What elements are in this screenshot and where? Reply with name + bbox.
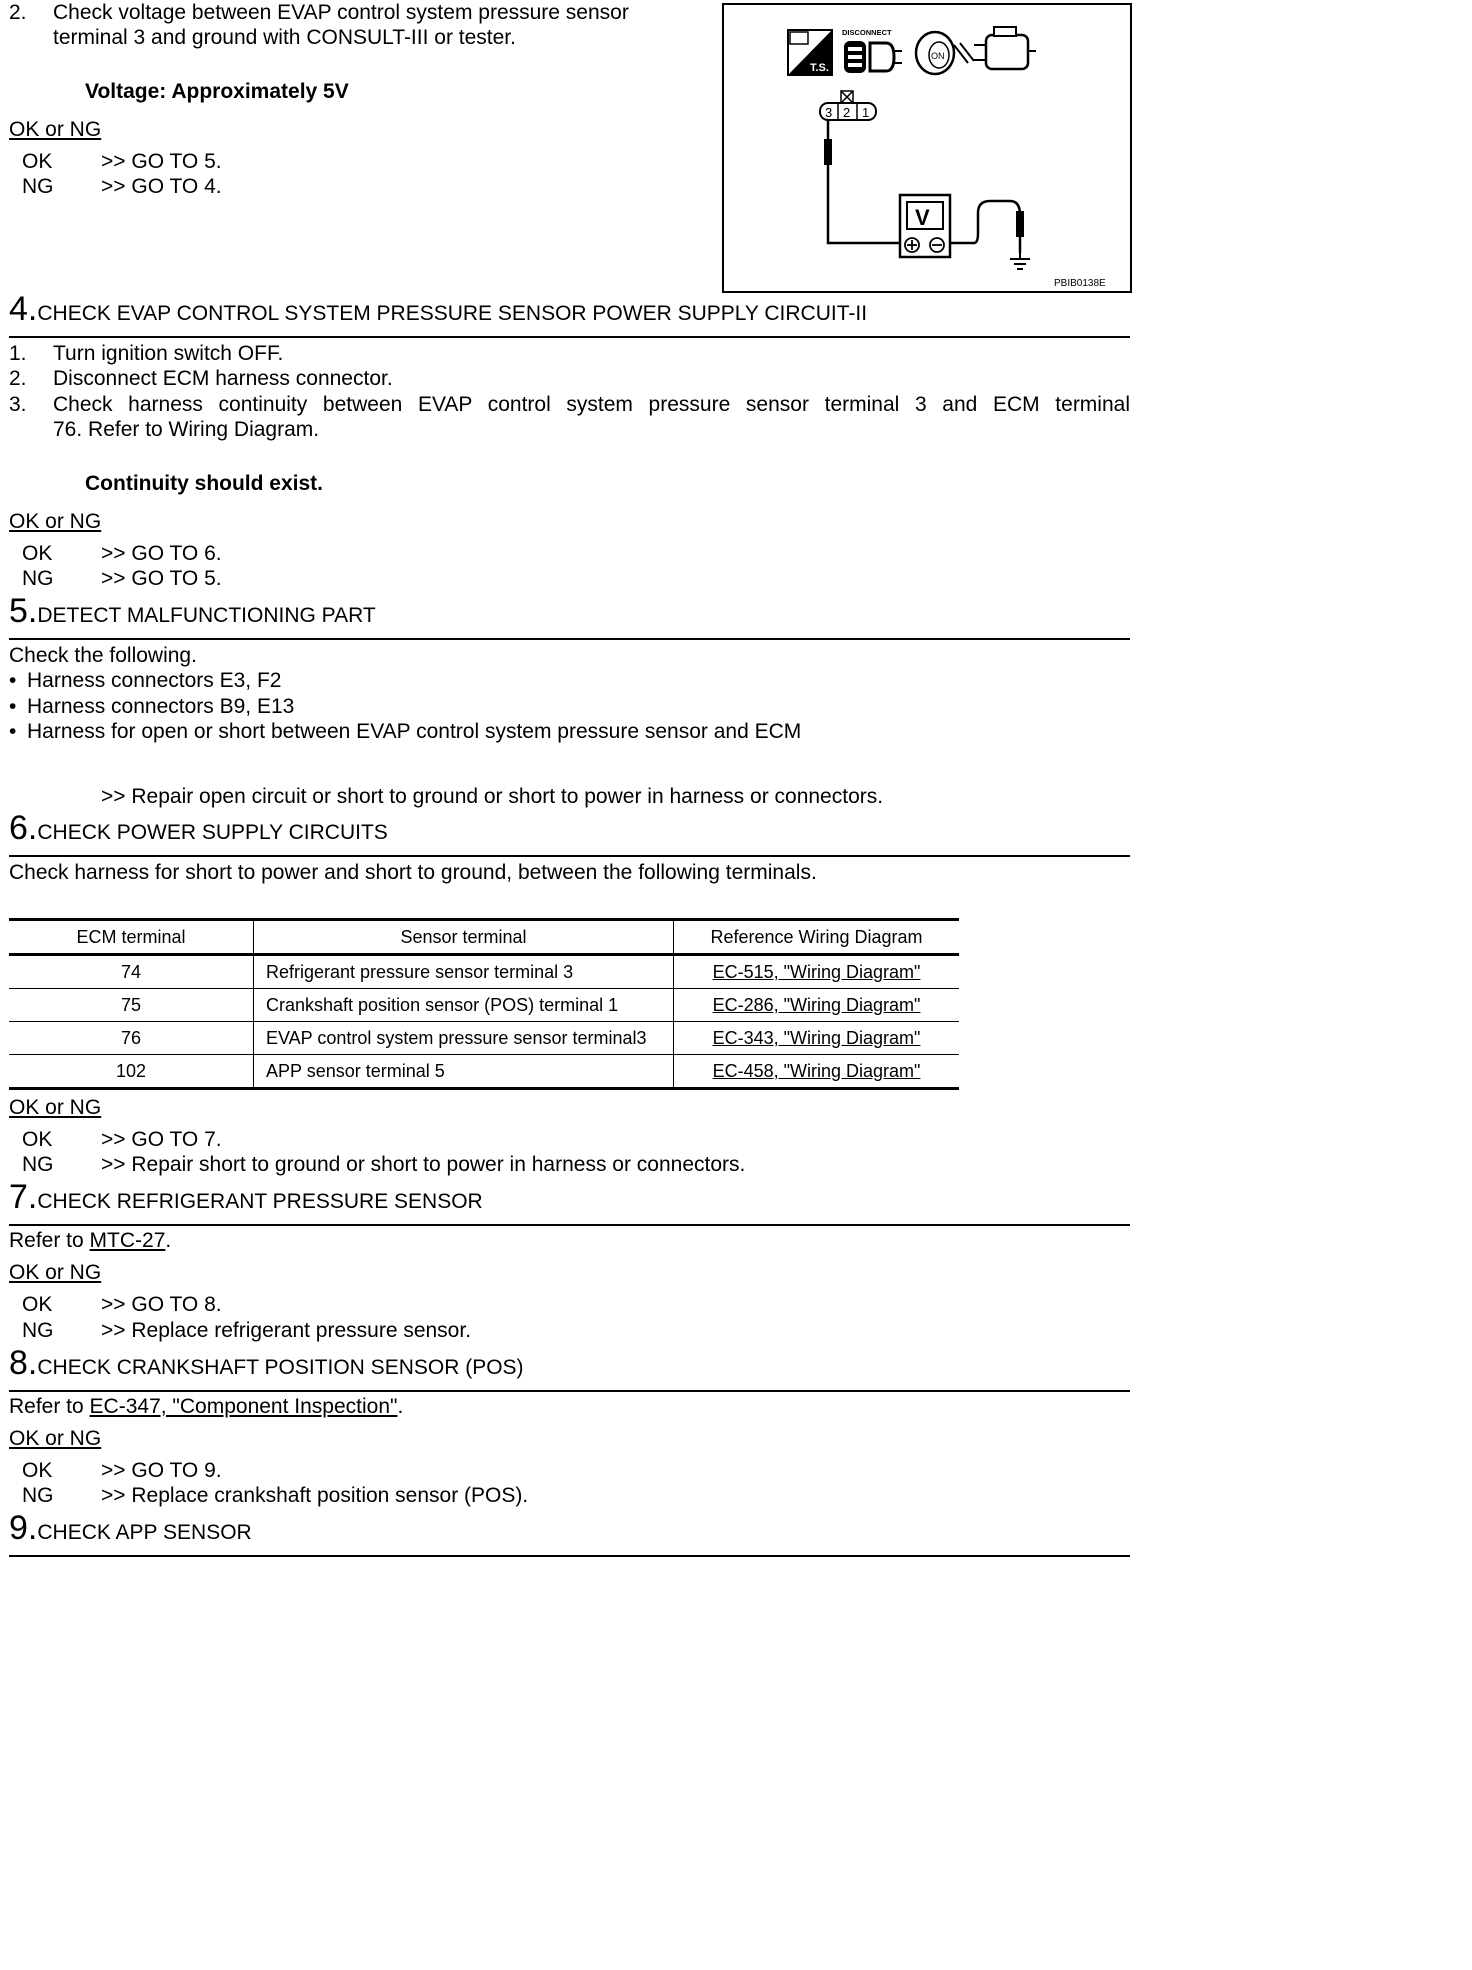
step4-item2-number: 2.: [9, 367, 27, 390]
step3-spec: Voltage: Approximately 5V: [85, 80, 349, 103]
step4-title: CHECK EVAP CONTROL SYSTEM PRESSURE SENSOR POWER SUPPLY CIRCUIT-II: [37, 302, 868, 325]
step9-rule: [9, 1555, 1130, 1557]
step3-ok-action: >> GO TO 5.: [101, 150, 222, 173]
step7-ng-action: >> Replace refrigerant pressure sensor.: [101, 1319, 472, 1342]
sensor-connector: [820, 91, 876, 120]
disconnect-label: DISCONNECT: [842, 28, 892, 37]
step9-header: [9, 1511, 252, 1545]
voltage-check-figure: [722, 3, 1132, 293]
on-label: ON: [931, 51, 945, 61]
step4-item1-number: 1.: [9, 342, 27, 365]
step7-refer-prefix: Refer to: [9, 1229, 90, 1252]
table-row: [9, 1022, 959, 1055]
engine-icon: [974, 27, 1036, 69]
wiring-diagram-link[interactable]: EC-286, "Wiring Diagram": [712, 994, 921, 1015]
step6-ok-action: >> GO TO 7.: [101, 1128, 222, 1151]
step3-okng-heading: OK or NG: [9, 118, 102, 141]
sensor-terminal-cell: Refrigerant pressure sensor terminal 3: [254, 955, 674, 989]
voltmeter-icon: [900, 195, 950, 257]
step8-ng-action: >> Replace crankshaft position sensor (POS).: [101, 1484, 529, 1507]
step4-header: [9, 292, 867, 326]
step8-title: CHECK CRANKSHAFT POSITION SENSOR (POS): [37, 1356, 524, 1379]
step3-item2-line2: terminal 3 and ground with CONSULT-III or tester.: [53, 26, 516, 49]
pin-3: 3: [825, 105, 833, 120]
header-reference-diagram: Reference Wiring Diagram: [674, 920, 960, 955]
step8-refer-prefix: Refer to: [9, 1395, 90, 1418]
wiring-diagram-link[interactable]: EC-343, "Wiring Diagram": [712, 1027, 921, 1048]
step5-bullet-3: • Harness for open or short between EVAP control system pressure sensor and ECM: [9, 720, 802, 743]
step5-bullet-1-text: Harness connectors E3, F2: [27, 669, 282, 692]
step4-item3-text: Check harness continuity between EVAP control system pressure sensor terminal 3 and ECM terminal: [53, 393, 1130, 416]
step7-number: 7.: [9, 1178, 38, 1216]
step8-ok-action: >> GO TO 9.: [101, 1459, 222, 1482]
step7-ok-label: OK: [22, 1293, 53, 1316]
step8-ok-label: OK: [22, 1459, 53, 1482]
step4-rule: [9, 336, 1130, 338]
ground-icon: [1010, 253, 1030, 269]
ecm-terminal-cell: 75: [9, 989, 254, 1022]
step6-intro: Check harness for short to power and short to ground, between the following terminals.: [9, 861, 817, 884]
negative-probe-wire: [948, 201, 1020, 253]
ts-icon: [788, 30, 832, 75]
mtc-27-link[interactable]: MTC-27: [89, 1229, 166, 1252]
table-row: [9, 955, 959, 989]
step6-rule: [9, 855, 1130, 857]
step4-number: 4.: [9, 290, 38, 328]
step6-ng-label: NG: [22, 1153, 54, 1176]
step4-spec: Continuity should exist.: [85, 472, 324, 495]
step4-item1-text: Turn ignition switch OFF.: [53, 342, 284, 365]
ec-347-link[interactable]: EC-347, "Component Inspection": [89, 1395, 398, 1418]
step6-header: [9, 811, 388, 845]
step3-ng-label: NG: [22, 175, 54, 198]
step5-bullet-3-text: Harness for open or short between EVAP control system pressure sensor and ECM: [27, 720, 802, 743]
step4-ng-action: >> GO TO 5.: [101, 567, 222, 590]
disconnect-icon: [842, 28, 902, 73]
step8-rule: [9, 1390, 1130, 1392]
step8-refer: [9, 1394, 403, 1419]
step6-title: CHECK POWER SUPPLY CIRCUITS: [37, 821, 388, 844]
step8-okng-heading: OK or NG: [9, 1427, 102, 1450]
wiring-diagram-link[interactable]: EC-458, "Wiring Diagram": [712, 1060, 921, 1081]
positive-probe-wire: [828, 120, 904, 243]
step5-bullet-1: • Harness connectors E3, F2: [9, 669, 282, 692]
ts-label: T.S.: [810, 62, 829, 74]
pin-1: 1: [862, 105, 870, 120]
step4-item2-text: Disconnect ECM harness connector.: [53, 367, 393, 390]
step7-ng-label: NG: [22, 1319, 54, 1342]
step4-okng-heading: OK or NG: [9, 510, 102, 533]
step4-ok-action: >> GO TO 6.: [101, 542, 222, 565]
step8-ng-label: NG: [22, 1484, 54, 1507]
wiring-diagram-link[interactable]: EC-515, "Wiring Diagram": [712, 961, 921, 982]
step4-item3-number: 3.: [9, 393, 27, 416]
step5-bullet-2: • Harness connectors B9, E13: [9, 695, 295, 718]
terminal-reference-table: [9, 918, 959, 1090]
sensor-terminal-cell: EVAP control system pressure sensor terminal3: [254, 1022, 674, 1055]
step6-ng-action: >> Repair short to ground or short to power in harness or connectors.: [101, 1153, 746, 1176]
step8-number: 8.: [9, 1344, 38, 1382]
figure-code: PBIB0138E: [1054, 278, 1106, 289]
meter-label: V: [915, 205, 930, 230]
step5-header: [9, 594, 376, 628]
ecm-terminal-cell: 74: [9, 955, 254, 989]
step7-okng-heading: OK or NG: [9, 1261, 102, 1284]
probe-tip-icon: [824, 139, 832, 165]
table-header-row: [9, 920, 959, 955]
step6-okng-heading: OK or NG: [9, 1096, 102, 1119]
step7-refer: [9, 1228, 171, 1253]
step3-ok-label: OK: [22, 150, 53, 173]
step7-rule: [9, 1224, 1130, 1226]
step5-rule: [9, 638, 1130, 640]
step6-ok-label: OK: [22, 1128, 53, 1151]
table-row: [9, 989, 959, 1022]
step5-intro: Check the following.: [9, 644, 197, 667]
ecm-terminal-cell: 102: [9, 1055, 254, 1089]
header-ecm-terminal: ECM terminal: [9, 920, 254, 955]
step4-ok-label: OK: [22, 542, 53, 565]
step7-title: CHECK REFRIGERANT PRESSURE SENSOR: [37, 1190, 483, 1213]
header-sensor-terminal: Sensor terminal: [254, 920, 674, 955]
wiring-illustration: [724, 5, 1130, 291]
step5-bullet-2-text: Harness connectors B9, E13: [27, 695, 295, 718]
step5-action: >> Repair open circuit or short to ground or short to power in harness or connectors.: [101, 785, 884, 808]
step5-title: DETECT MALFUNCTIONING PART: [37, 604, 376, 627]
step8-refer-suffix: .: [397, 1395, 404, 1418]
step7-refer-suffix: .: [165, 1229, 172, 1252]
step3-ng-action: >> GO TO 4.: [101, 175, 222, 198]
step9-title: CHECK APP SENSOR: [37, 1521, 252, 1544]
pin-2: 2: [843, 105, 851, 120]
step4-ng-label: NG: [22, 567, 54, 590]
step4-item3-line2: 76. Refer to Wiring Diagram.: [53, 418, 320, 441]
ignition-on-icon: [916, 32, 974, 74]
step3-item2-line1: Check voltage between EVAP control system pressure sensor: [53, 1, 629, 24]
step7-ok-action: >> GO TO 8.: [101, 1293, 222, 1316]
sensor-terminal-cell: Crankshaft position sensor (POS) terminal 1: [254, 989, 674, 1022]
step6-number: 6.: [9, 809, 38, 847]
step5-number: 5.: [9, 592, 38, 630]
sensor-terminal-cell: APP sensor terminal 5: [254, 1055, 674, 1089]
step3-item2-number: 2.: [9, 1, 27, 24]
table-row: [9, 1055, 959, 1089]
step7-header: [9, 1180, 483, 1214]
step8-header: [9, 1346, 524, 1380]
ecm-terminal-cell: 76: [9, 1022, 254, 1055]
step9-number: 9.: [9, 1509, 38, 1547]
